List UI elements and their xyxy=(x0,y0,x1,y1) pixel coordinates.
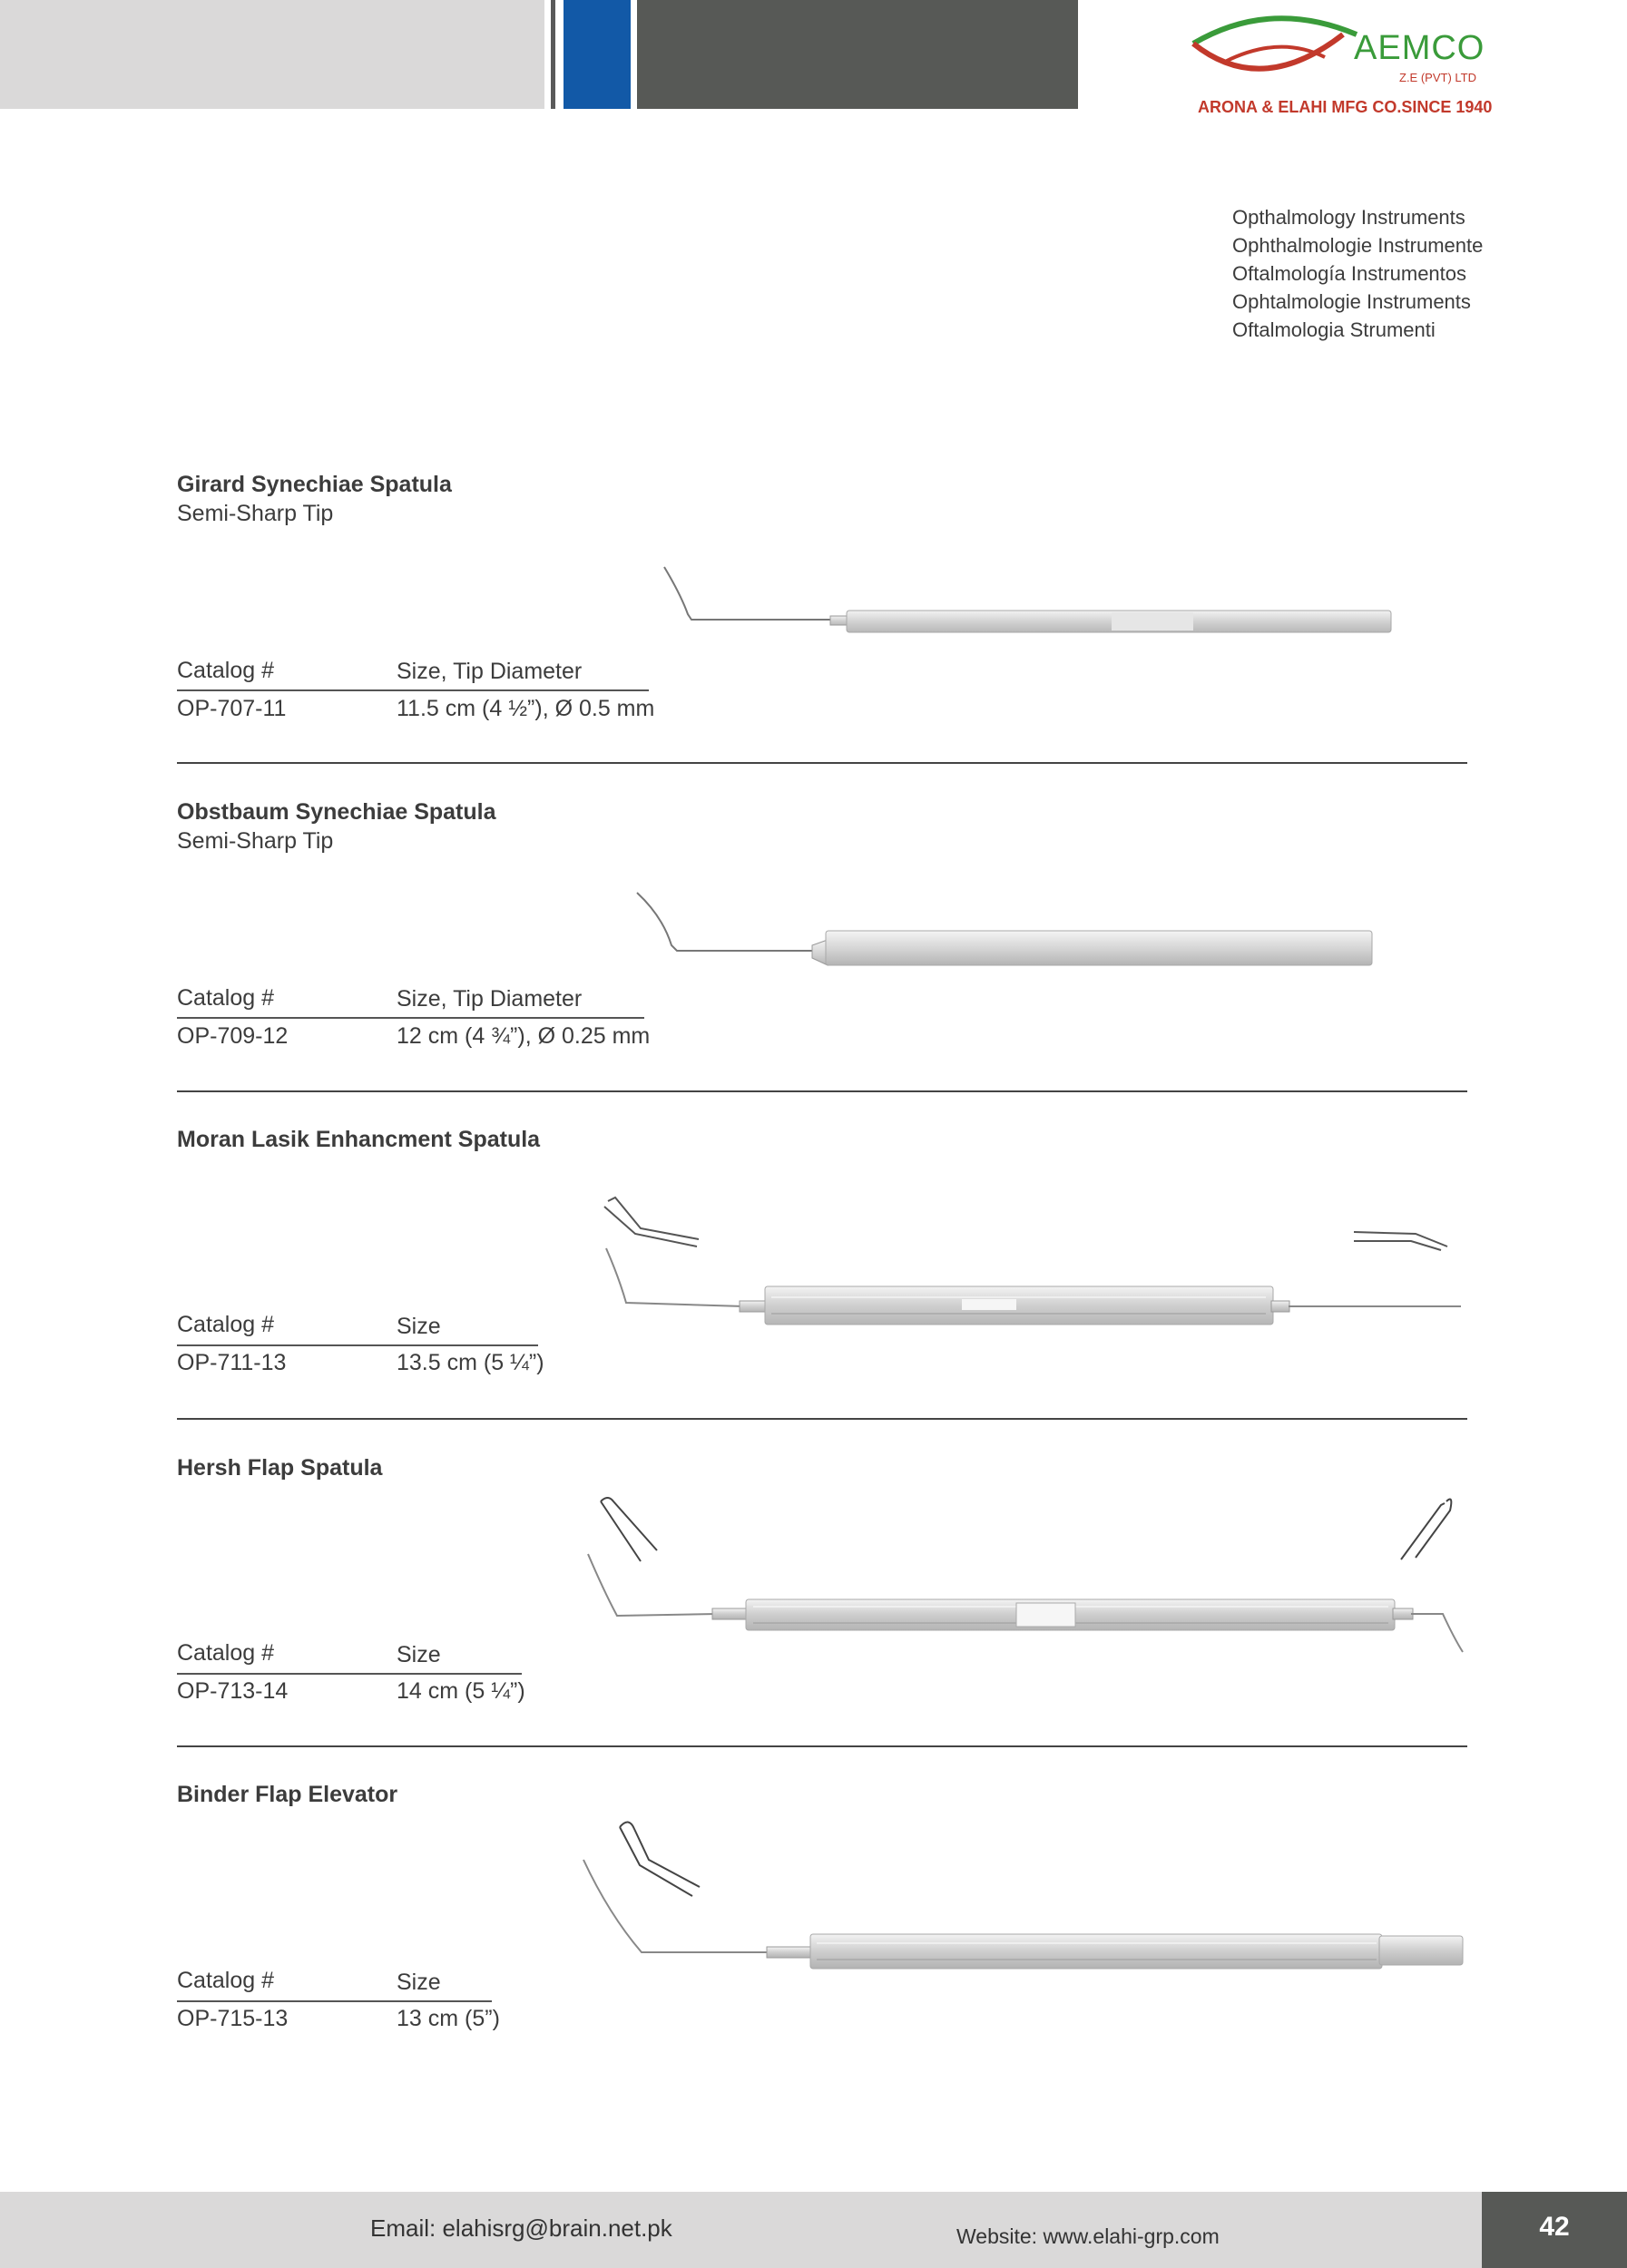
product-title: Obstbaum Synechiae Spatula xyxy=(177,799,496,825)
product-subtitle: Semi-Sharp Tip xyxy=(177,828,334,854)
eye-logo-icon xyxy=(1189,7,1370,98)
size-value: 14 cm (5 ¼”) xyxy=(397,1678,525,1704)
girard-spatula-image xyxy=(653,558,1470,649)
size-header: Size xyxy=(397,1642,441,1667)
header-dark-bar xyxy=(637,0,1078,109)
catalog-number: OP-711-13 xyxy=(177,1350,287,1375)
binder-elevator-image xyxy=(576,1814,1470,1978)
logo-subtitle: Z.E (PVT) LTD xyxy=(1399,71,1476,84)
header-blue-bar xyxy=(564,0,631,109)
footer-website: Website: www.elahi-grp.com xyxy=(956,2224,1220,2248)
logo-tagline: ARONA & ELAHI MFG CO.SINCE 1940 xyxy=(1198,98,1493,116)
table-header-line xyxy=(177,2000,492,2002)
catalog-header: Catalog # xyxy=(177,1968,275,1993)
section-divider xyxy=(177,1745,1467,1747)
table-header-line xyxy=(177,1673,522,1675)
table-header-line xyxy=(177,689,649,691)
catalog-number: OP-707-11 xyxy=(177,696,287,721)
product-title: Binder Flap Elevator xyxy=(177,1782,398,1807)
size-value: 12 cm (4 ¾”), Ø 0.25 mm xyxy=(397,1023,651,1049)
catalog-number: OP-715-13 xyxy=(177,2006,289,2031)
size-value: 13 cm (5”) xyxy=(397,2006,500,2031)
section-divider xyxy=(177,762,1467,764)
logo-name: AEMCO xyxy=(1354,29,1485,67)
size-value: 13.5 cm (5 ¼”) xyxy=(397,1350,544,1375)
company-logo xyxy=(1189,7,1534,116)
size-header: Size xyxy=(397,1314,441,1339)
language-line: Ophthalmologie Instrumente xyxy=(1232,234,1484,257)
size-header: Size xyxy=(397,1970,441,1995)
catalog-header: Catalog # xyxy=(177,1312,275,1337)
size-header: Size, Tip Diameter xyxy=(397,986,583,1012)
size-value: 11.5 cm (4 ½”), Ø 0.5 mm xyxy=(397,696,655,721)
table-header-line xyxy=(177,1017,644,1019)
catalog-number: OP-709-12 xyxy=(177,1023,289,1049)
obstbaum-spatula-image xyxy=(635,889,1470,980)
catalog-header: Catalog # xyxy=(177,658,275,683)
product-subtitle: Semi-Sharp Tip xyxy=(177,501,334,526)
section-divider xyxy=(177,1090,1467,1092)
language-line: Oftalmologia Strumenti xyxy=(1232,318,1436,341)
size-header: Size, Tip Diameter xyxy=(397,659,583,684)
catalog-header: Catalog # xyxy=(177,1640,275,1666)
language-line: Ophtalmologie Instruments xyxy=(1232,290,1471,313)
language-line: Oftalmología Instrumentos xyxy=(1232,262,1467,285)
footer-bar xyxy=(0,2192,1627,2268)
page-number: 42 xyxy=(1539,2212,1570,2242)
moran-spatula-image xyxy=(599,1196,1470,1332)
product-title: Moran Lasik Enhancment Spatula xyxy=(177,1127,541,1152)
catalog-number: OP-713-14 xyxy=(177,1678,289,1704)
hersh-spatula-image xyxy=(581,1492,1470,1665)
section-divider xyxy=(177,1418,1467,1420)
footer-email: Email: elahisrg@brain.net.pk xyxy=(370,2214,672,2242)
catalog-header: Catalog # xyxy=(177,985,275,1011)
category-languages xyxy=(1232,203,1483,344)
header-grey-bar xyxy=(0,0,544,109)
language-line: Opthalmology Instruments xyxy=(1232,206,1465,229)
table-header-line xyxy=(177,1344,538,1346)
header-separator xyxy=(551,0,555,109)
product-title: Girard Synechiae Spatula xyxy=(177,472,452,497)
product-title: Hersh Flap Spatula xyxy=(177,1455,383,1481)
